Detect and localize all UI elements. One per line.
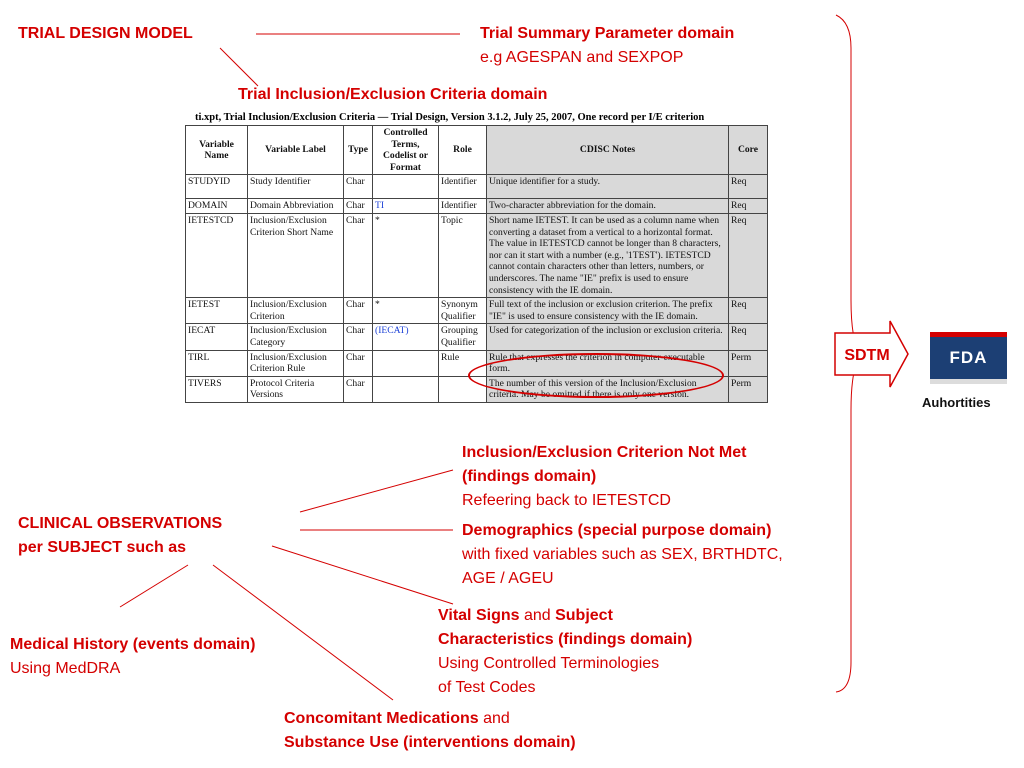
table-cell: Char — [344, 213, 373, 297]
table-cell: Two-character abbreviation for the domain. — [487, 199, 729, 214]
table-cell: Topic — [439, 213, 487, 297]
trial-summary-sub: e.g AGESPAN and SEXPOP — [480, 49, 684, 66]
table-cell: Domain Abbreviation — [248, 199, 344, 214]
table-cell: Rule — [439, 350, 487, 376]
table-cell: Inclusion/Exclusion Criterion Rule — [248, 350, 344, 376]
table-cell: TIRL — [186, 350, 248, 376]
demographics-line2: with fixed variables such as SEX, BRTHDTC, — [462, 546, 783, 563]
table-cell: IECAT — [186, 324, 248, 350]
table-cell — [373, 376, 439, 402]
table-cell: Identifier — [439, 175, 487, 199]
column-header: Type — [344, 126, 373, 175]
table-cell: Inclusion/Exclusion Criterion Short Name — [248, 213, 344, 297]
ie-not-met-domain: (findings domain) — [462, 468, 597, 485]
conmed-line1 — [284, 707, 576, 731]
authorities-label: Auhortities — [922, 395, 991, 410]
trial-design-model-label: TRIAL DESIGN MODEL — [18, 25, 193, 42]
table-cell: Used for categorization of the inclusion or exclusion criteria. — [487, 324, 729, 350]
table-cell: Req — [729, 298, 768, 324]
vitals-and: and — [519, 607, 556, 624]
table-cell: Synonym Qualifier — [439, 298, 487, 324]
table-cell: Req — [729, 213, 768, 297]
trial-summary-block — [480, 22, 734, 70]
table-cell-link[interactable]: (IECAT) — [373, 324, 439, 350]
medical-history-title: Medical History (events domain) — [10, 636, 256, 653]
table-cell: Inclusion/Exclusion Category — [248, 324, 344, 350]
table-cell: Study Identifier — [248, 175, 344, 199]
table-cell: Char — [344, 175, 373, 199]
table-cell: IETEST — [186, 298, 248, 324]
table-row — [186, 298, 768, 324]
clinical-line2: per SUBJECT such as — [18, 539, 187, 556]
table-cell: Char — [344, 376, 373, 402]
vitals-line4: of Test Codes — [438, 679, 536, 696]
table-header-row — [186, 126, 768, 175]
conmed-block — [284, 707, 576, 755]
line-clinical-medical — [120, 565, 188, 607]
demographics-title: Demographics (special purpose domain) — [462, 522, 772, 539]
vitals-bold2: Subject — [555, 607, 613, 624]
trial-ie-label: Trial Inclusion/Exclusion Criteria domain — [238, 86, 548, 103]
table-cell: Inclusion/Exclusion Criterion — [248, 298, 344, 324]
table-cell: DOMAIN — [186, 199, 248, 214]
demographics-block — [462, 519, 783, 591]
clinical-line1: CLINICAL OBSERVATIONS — [18, 515, 223, 532]
table-cell: Grouping Qualifier — [439, 324, 487, 350]
conmed-and: and — [478, 710, 510, 727]
table-cell: Rule that expresses the criterion in computer-executable form. — [487, 350, 729, 376]
column-header: Role — [439, 126, 487, 175]
column-header: CDISC Notes — [487, 126, 729, 175]
medical-history-note: Using MedDRA — [10, 660, 121, 677]
table-cell — [373, 350, 439, 376]
column-header: Core — [729, 126, 768, 175]
table-row — [186, 199, 768, 214]
table-cell: Char — [344, 324, 373, 350]
table-cell: Perm — [729, 376, 768, 402]
table-cell: TIVERS — [186, 376, 248, 402]
clinical-observations-block — [18, 512, 222, 560]
table-cell: * — [373, 213, 439, 297]
table-cell: The number of this version of the Inclusion/Exclusion criteria. May be omitted if there is only one version. — [487, 376, 729, 402]
table-cell: Perm — [729, 350, 768, 376]
conmed-line2: Substance Use (interventions domain) — [284, 734, 576, 751]
line-clinical-ienotmet — [300, 470, 453, 512]
vitals-line3: Using Controlled Terminologies — [438, 655, 660, 672]
table-cell: IETESTCD — [186, 213, 248, 297]
fda-logo — [930, 332, 1007, 384]
demographics-line3: AGE / AGEU — [462, 570, 554, 587]
ti-table-title: ti.xpt, Trial Inclusion/Exclusion Criteria — Trial Design, Version 3.1.2, July 25, 2007, One record per I/E criterion — [195, 112, 705, 123]
column-header: Controlled Terms, Codelist or Format — [373, 126, 439, 175]
table-cell: Unique identifier for a study. — [487, 175, 729, 199]
conmed-bold: Concomitant Medications — [284, 710, 479, 727]
column-header: Variable Name — [186, 126, 248, 175]
table-cell: Protocol Criteria Versions — [248, 376, 344, 402]
column-header: Variable Label — [248, 126, 344, 175]
table-cell: Short name IETEST. It can be used as a column name when converting a dataset from a vertical to a horizontal format. The value in IETESTCD cannot be longer than 8 characters, nor can it start with a number (e.g., '1TEST'). IETESTCD cannot contain characters other than letters, numbers, or underscores. The name "IE" prefix is used to ensure consistency with the IE domain. — [487, 213, 729, 297]
vitals-bold1: Vital Signs — [438, 607, 520, 624]
table-cell: Req — [729, 175, 768, 199]
medical-history-block — [10, 633, 255, 681]
table-cell: Char — [344, 350, 373, 376]
highlight-oval — [468, 353, 724, 398]
vitals-block — [438, 604, 692, 700]
table-cell — [373, 175, 439, 199]
table-cell: * — [373, 298, 439, 324]
table-cell-link[interactable]: TI — [373, 199, 439, 214]
line-tdm-ie — [220, 48, 258, 86]
vitals-line2: Characteristics (findings domain) — [438, 631, 693, 648]
table-cell: Full text of the inclusion or exclusion criterion. The prefix "IE" is used to ensure consistency with the IE domain. — [487, 298, 729, 324]
table-cell: Req — [729, 199, 768, 214]
fda-logo-text: FDA — [949, 348, 988, 367]
line-clinical-vitals — [272, 546, 453, 604]
ie-not-met-title: Inclusion/Exclusion Criterion Not Met — [462, 444, 747, 461]
table-cell: Char — [344, 199, 373, 214]
table-cell: STUDYID — [186, 175, 248, 199]
trial-summary-title: Trial Summary Parameter domain — [480, 25, 735, 42]
ie-not-met-note: Refeering back to IETESTCD — [462, 492, 671, 509]
table-row — [186, 213, 768, 297]
table-cell: Identifier — [439, 199, 487, 214]
vitals-line1 — [438, 604, 692, 628]
table-cell: Char — [344, 298, 373, 324]
table-row — [186, 324, 768, 350]
table-row — [186, 175, 768, 199]
ie-not-met-block — [462, 441, 746, 513]
table-cell: Req — [729, 324, 768, 350]
sdtm-label: SDTM — [844, 347, 890, 364]
